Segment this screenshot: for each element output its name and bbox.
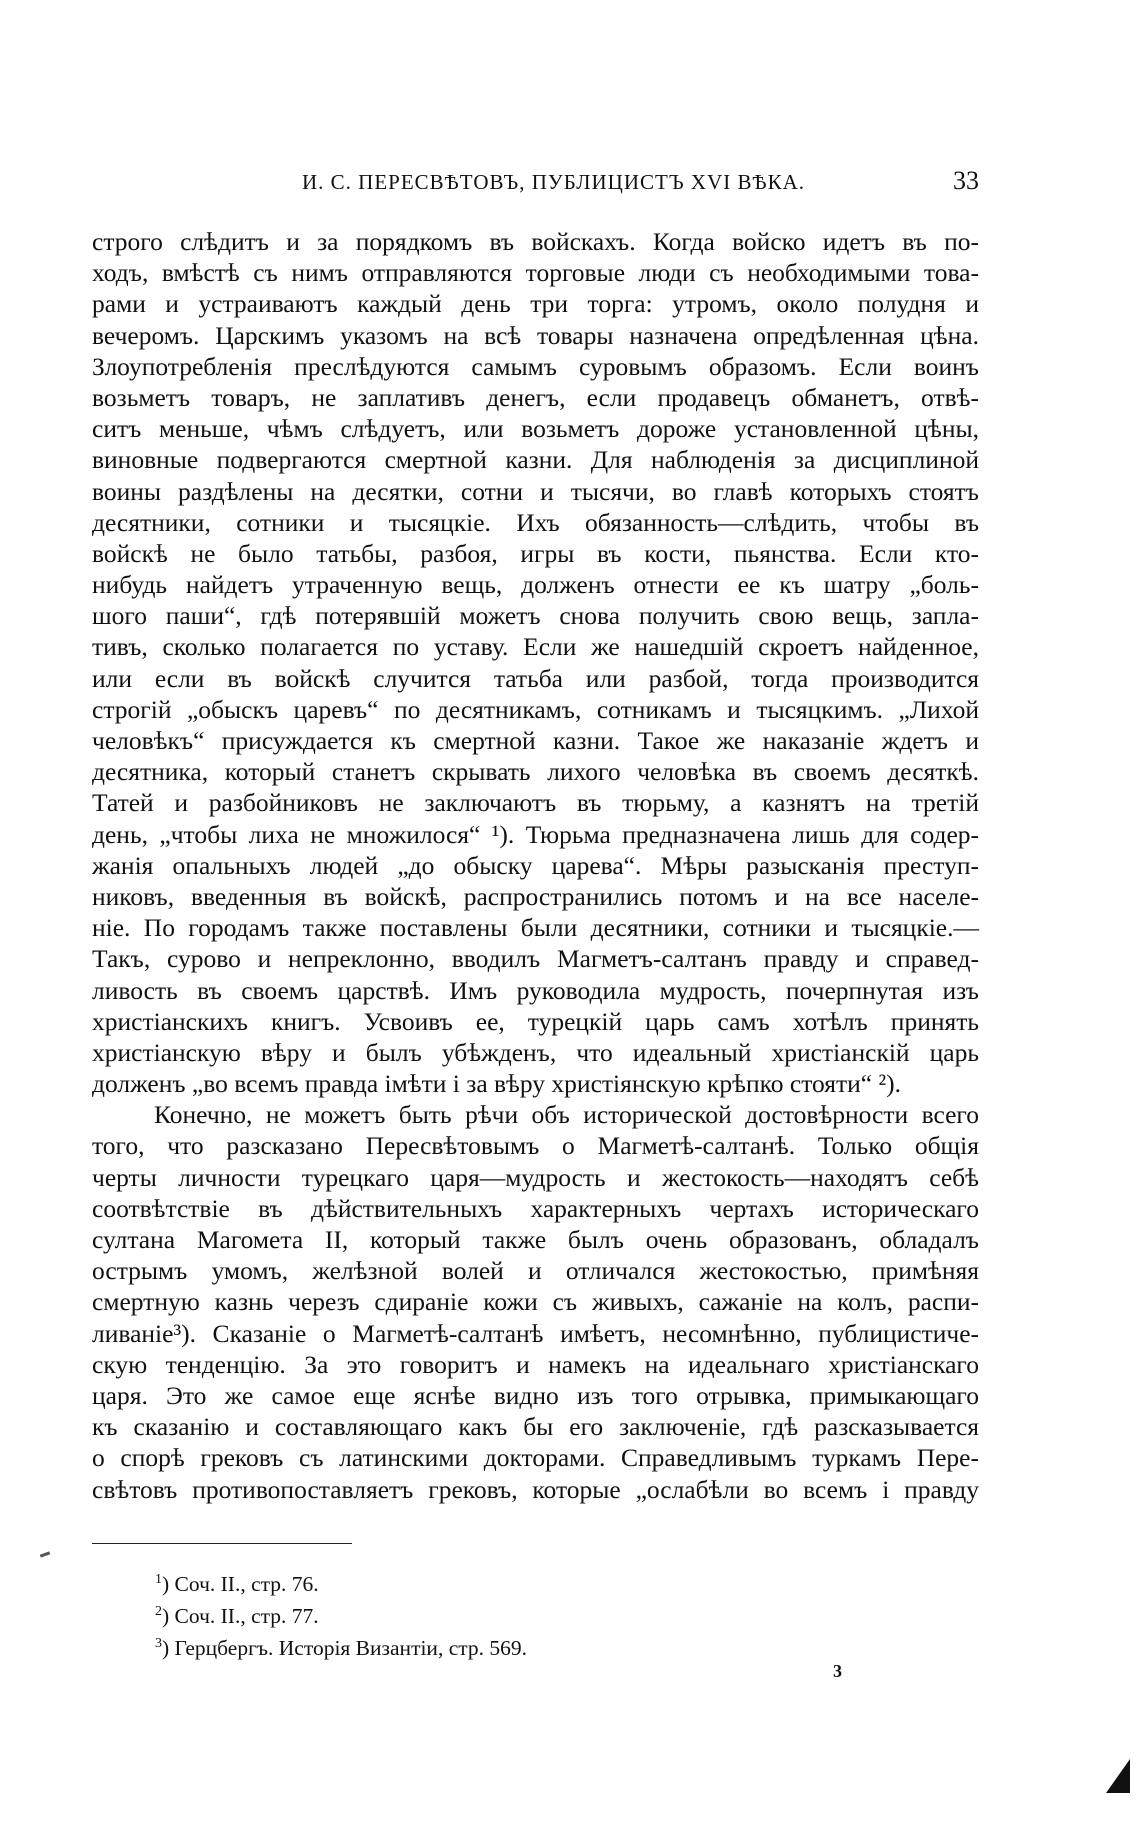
text-line: строго слѣдитъ и за порядкомъ въ войскахъ. Когда войско идетъ въ по-	[92, 227, 979, 256]
footnote-mark: 2	[155, 1604, 162, 1619]
text-line: никовъ, введенныя въ войскѣ, распространились потомъ и на все населе-	[92, 881, 979, 911]
footnote-text: ) Соч. II., стр. 77.	[162, 1604, 319, 1629]
running-head	[92, 166, 979, 204]
text-line: жанія опальныхъ людей „до обыску царева“. Мѣры разысканія преступ-	[92, 850, 979, 880]
page-number: 33	[953, 166, 979, 195]
text-line: шого паши“, гдѣ потерявшій можетъ снова получить свою вещь, запла-	[92, 601, 979, 631]
scan-speck	[40, 1551, 50, 1557]
text-line: ливаніе³). Сказаніе о Магметѣ-салтанѣ имѣетъ, несомнѣнно, публицистиче-	[92, 1318, 979, 1348]
text-line: Такъ, сурово и непреклонно, вводилъ Магметъ-салтанъ правду и справед-	[92, 944, 979, 974]
text-line: царя. Это же самое еще яснѣе видно изъ того отрывка, примыкающаго	[92, 1380, 979, 1410]
text-line: строгій „обыскъ царевъ“ по десятникамъ, сотникамъ и тысяцкимъ. „Лихой	[92, 694, 979, 724]
text-line: десятники, сотники и тысяцкіе. Ихъ обязанность—слѣдить, чтобы въ	[92, 507, 979, 537]
text-line: острымъ умомъ, желѣзной волей и отличался жестокостью, примѣняя	[92, 1256, 979, 1286]
footnote-divider	[92, 1543, 352, 1544]
text-line: рами и устраиваютъ каждый день три торга: утромъ, около полудня и	[92, 289, 979, 319]
text-line: или если въ войскѣ случится татьба или разбой, тогда производится	[92, 663, 979, 693]
footnote-mark: 3	[155, 1636, 162, 1651]
text-line: султана Магомета II, который также былъ очень образованъ, обладалъ	[92, 1225, 979, 1254]
footnote	[155, 1596, 855, 1628]
signature-mark: 3	[833, 1661, 842, 1681]
text-line: ніе. По городамъ также поставлены были десятники, сотники и тысяцкіе.—	[92, 913, 979, 943]
text-line: скую тенденцію. За это говоритъ и намекъ на идеальнаго христіанскаго	[92, 1349, 979, 1379]
text-line: христіанскую вѣру и былъ убѣжденъ, что идеальный христіанскій царь	[92, 1037, 979, 1067]
text-line: смертную казнь черезъ сдираніе кожи съ живыхъ, сажаніе на колъ, распи-	[92, 1287, 979, 1317]
footnote-text: ) Герцбергъ. Исторія Византіи, стр. 569.	[162, 1636, 528, 1661]
text-line: о спорѣ грековъ съ латинскими докторами. Справедливымъ туркамъ Пере-	[92, 1443, 979, 1473]
text-line: черты личности турецкаго царя—мудрость и жестокость—находятъ себѣ	[92, 1162, 979, 1192]
body-text	[92, 226, 979, 1505]
text-line: Татей и разбойниковъ не заключаютъ въ тюрьму, а казнятъ на третій	[92, 788, 979, 818]
text-line: нибудь найдетъ утраченную вещь, долженъ отнести ее къ шатру „боль-	[92, 570, 979, 600]
text-line: христіанскихъ книгъ. Усвоивъ ее, турецкій царь самъ хотѣлъ принять	[92, 1006, 979, 1036]
footnote	[155, 1628, 855, 1660]
footnote-text: ) Соч. II., стр. 76.	[162, 1572, 319, 1597]
text-line: къ сказанію и составляющаго какъ бы его заключеніе, гдѣ разсказывается	[92, 1412, 979, 1442]
paragraph-start-line: Конечно, не можетъ быть рѣчи объ исторической достовѣрности всего	[154, 1100, 979, 1130]
text-line: возьметъ товаръ, не заплативъ денегъ, если продавецъ обманетъ, отвѣ-	[92, 382, 979, 412]
text-line: вечеромъ. Царскимъ указомъ на всѣ товары назначена опредѣленная цѣна.	[92, 320, 979, 350]
text-line: виновные подвергаются смертной казни. Для наблюденія за дисциплиной	[92, 445, 979, 475]
text-line: тивъ, сколько полагается по уставу. Если же нашедшій скроетъ найденное,	[92, 632, 979, 662]
text-line: того, что разсказано Пересвѣтовымъ о Магметѣ-салтанѣ. Только общія	[92, 1131, 979, 1161]
running-title: И. С. ПЕРЕСВѢТОВЪ, ПУБЛИЦИСТЪ XVI ВѢКА.	[302, 170, 806, 194]
text-line: десятника, который станетъ скрывать лихого человѣка въ своемъ десяткѣ.	[92, 757, 979, 787]
text-line: долженъ „во всемъ правда імѣти і за вѣру христіянскую крѣпко стояти“ ²).	[92, 1069, 901, 1099]
text-line: войскѣ не было татьбы, разбоя, игры въ кости, пьянства. Если кто-	[92, 538, 979, 568]
text-line: свѣтовъ противопоставляетъ грековъ, которые „ослабѣли во всемъ і правду	[92, 1474, 979, 1504]
scan-corner-mark	[1106, 1759, 1130, 1793]
text-line: ситъ меньше, чѣмъ слѣдуетъ, или возьметъ дороже установленной цѣны,	[92, 414, 979, 444]
footnote-mark: 1	[155, 1572, 162, 1587]
text-line: ходъ, вмѣстѣ съ нимъ отправляются торговые люди съ необходимыми това-	[92, 258, 979, 288]
text-line: день, „чтобы лиха не множилося“ ¹). Тюрьма предназначена лишь для содер-	[92, 819, 979, 849]
footnote	[155, 1564, 855, 1596]
text-line: соотвѣтствіе въ дѣйствительныхъ характерныхъ чертахъ историческаго	[92, 1193, 979, 1223]
footnotes	[155, 1564, 855, 1660]
text-line: ливость въ своемъ царствѣ. Имъ руководила мудрость, почерпнутая изъ	[92, 975, 979, 1005]
text-line: Злоупотребленія преслѣдуются самымъ суровымъ образомъ. Если воинъ	[92, 351, 979, 381]
text-line: человѣкъ“ присуждается къ смертной казни. Такое же наказаніе ждетъ и	[92, 726, 979, 755]
text-line: воины раздѣлены на десятки, сотни и тысячи, во главѣ которыхъ стоятъ	[92, 476, 979, 506]
